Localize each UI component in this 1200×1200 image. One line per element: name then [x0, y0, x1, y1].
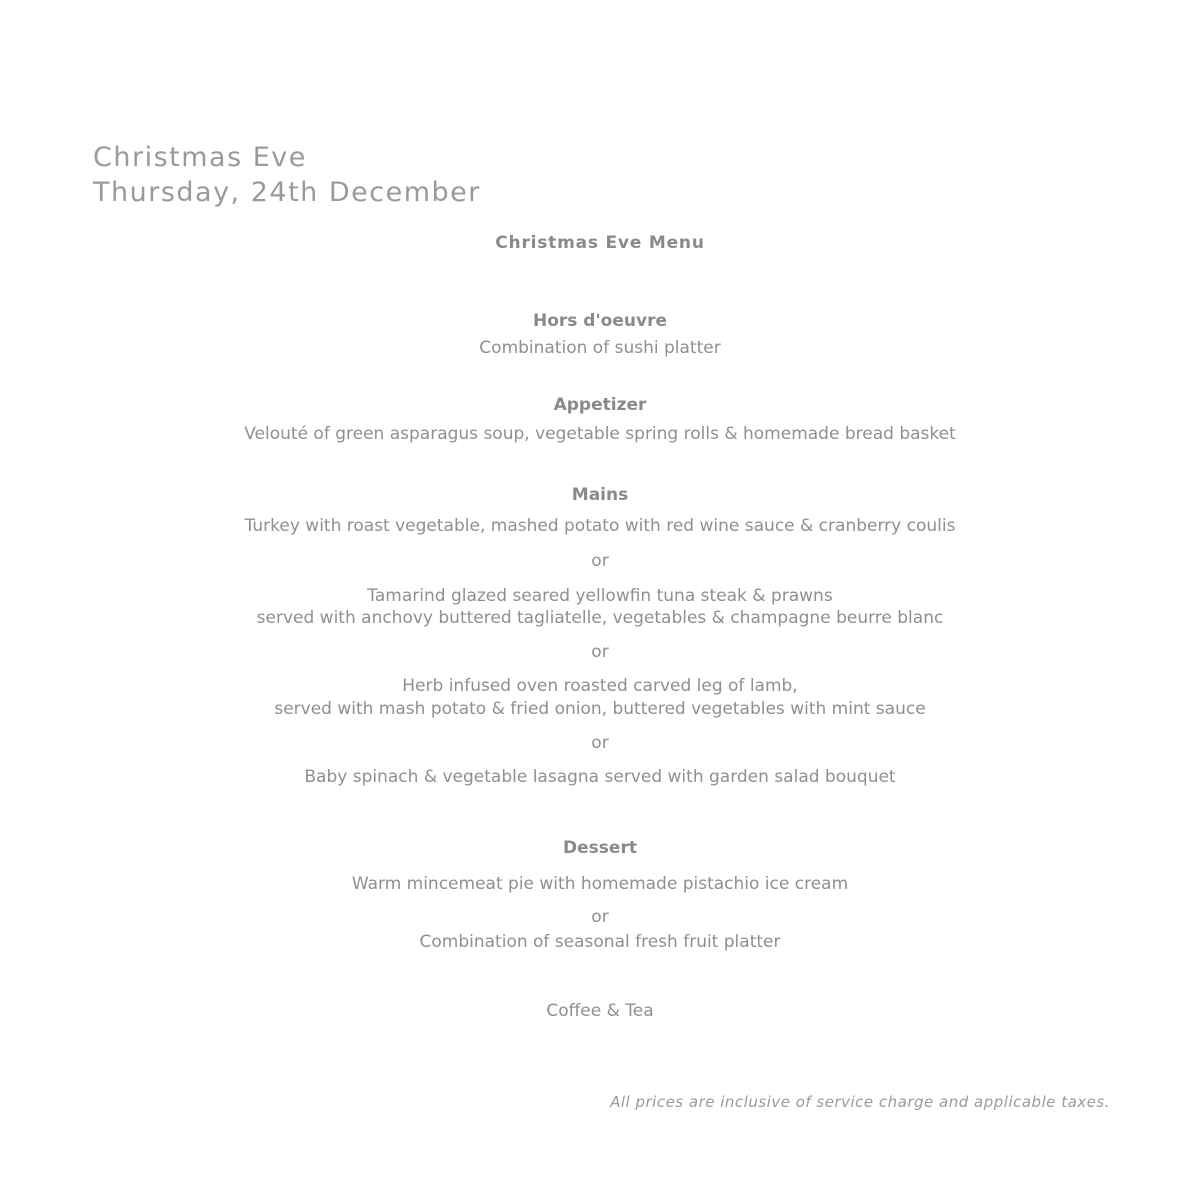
section-heading-hors-doeuvre: Hors d'oeuvre: [532, 311, 667, 331]
menu-item-mains-3-line2: served with mash potato & fried onion, buttered vegetables with mint sauce: [274, 699, 926, 719]
menu-title: Christmas Eve Menu: [495, 233, 705, 253]
menu-item-appetizer: Velouté of green asparagus soup, vegetable spring rolls & homemade bread basket: [244, 424, 956, 444]
section-heading-dessert: Dessert: [563, 838, 637, 858]
event-title: Christmas Eve: [93, 142, 307, 173]
or-separator: or: [591, 733, 609, 753]
or-separator: or: [591, 907, 609, 927]
event-date: Thursday, 24th December: [93, 177, 481, 208]
menu-item-mains-3-line1: Herb infused oven roasted carved leg of lamb,: [402, 676, 798, 696]
section-heading-mains: Mains: [571, 485, 629, 505]
menu-item-hors-doeuvre: Combination of sushi platter: [479, 338, 721, 358]
menu-item-dessert-2: Combination of seasonal fresh fruit platter: [419, 932, 781, 952]
menu-item-mains-2-line2: served with anchovy buttered tagliatelle, vegetables & champagne beurre blanc: [256, 608, 944, 628]
section-heading-appetizer: Appetizer: [553, 395, 647, 415]
menu-item-mains-1: Turkey with roast vegetable, mashed potato with red wine sauce & cranberry coulis: [244, 516, 956, 536]
menu-item-dessert-1: Warm mincemeat pie with homemade pistachio ice cream: [351, 874, 849, 894]
menu-item-mains-2-line1: Tamarind glazed seared yellowfin tuna steak & prawns: [367, 586, 833, 606]
or-separator: or: [591, 642, 609, 662]
beverage-item: Coffee & Tea: [546, 1001, 654, 1021]
or-separator: or: [591, 551, 609, 571]
menu-item-mains-4: Baby spinach & vegetable lasagna served with garden salad bouquet: [304, 767, 896, 787]
price-footnote: All prices are inclusive of service charge and applicable taxes.: [610, 1093, 1110, 1111]
page-header: [93, 140, 481, 210]
